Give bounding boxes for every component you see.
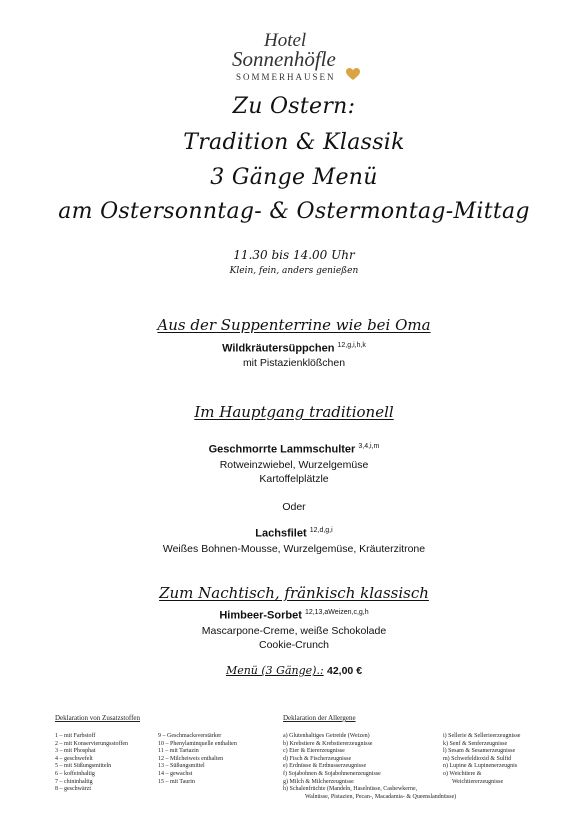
title-line-4: am Ostersonntag- & Ostermontag-Mittag — [58, 199, 530, 224]
allergen-item: c) Eier & Eiererzeugnisse — [283, 748, 345, 755]
allergens-col2 — [443, 733, 520, 786]
additive-item: 1 – mit Farbstoff — [55, 733, 96, 739]
additives-col2 — [158, 733, 237, 786]
course1-dish — [0, 342, 588, 355]
title-line-1: Zu Ostern: — [232, 94, 356, 119]
additives-col1 — [55, 733, 128, 794]
additive-item: 15 – mit Taurin — [158, 778, 195, 785]
allergen-item: b) Krebstiere & Krebstiererzeugnisse — [283, 740, 373, 747]
course3-heading: Zum Nachtisch, fränkisch klassisch — [159, 584, 429, 602]
course2-dish1-allergens: 3,4,i,m — [358, 443, 380, 450]
logo-hotel-text: Hotel — [264, 30, 307, 51]
course3-desc1: Mascarpone-Creme, weiße Schokolade — [201, 625, 387, 637]
course2-dish1-desc2: Kartoffelplätzle — [259, 473, 329, 485]
course2-dish1-name: Geschmorrte Lammschulter — [208, 443, 356, 456]
course2-dish2 — [0, 527, 588, 540]
allergen-item: i) Sellerie & Sellerieerzeugnisse — [443, 733, 521, 739]
price-label: Menü (3 Gänge).: — [225, 664, 324, 677]
course3-desc2: Cookie-Crunch — [258, 639, 330, 651]
allergen-item: o) Weichtiere & — [443, 770, 482, 777]
course2-heading: Im Hauptgang traditionell — [194, 403, 394, 421]
course1-heading: Aus der Suppenterrine wie bei Oma — [157, 316, 431, 334]
course2-dish2-desc: Weißes Bohnen-Mousse, Wurzelgemüse, Kräuterzitrone — [162, 543, 426, 555]
additive-item: 5 – mit Süßungsmitteln — [55, 763, 112, 770]
allergen-item: a) Glutenhaltiges Getreide (Weizen) — [283, 733, 370, 739]
allergen-item: n) Lupine & Lupinenerzeugnis — [443, 763, 518, 770]
additive-item: 7 – chininhaltig — [55, 778, 93, 785]
additive-item: 12 – Milcheiweis enthalten — [158, 755, 224, 762]
additive-item: 10 – Phenylaminquelle enthalten — [158, 740, 237, 747]
price-value: 42,00 € — [327, 665, 363, 677]
additive-item: 9 – Geschmacksverstärker — [158, 733, 222, 739]
course2-dish2-name: Lachsfilet — [255, 527, 307, 540]
course3-allergens: 12,13,aWeizen,c,g,h — [304, 609, 369, 616]
additive-item: 6 – koffeinhaltig — [55, 770, 95, 777]
logo-name-text: Sonnenhöfle — [232, 47, 336, 71]
course1-dish-name: Wildkräutersüppchen — [222, 342, 335, 355]
additive-item: 4 – geschwefelt — [55, 755, 93, 762]
allergen-item: d) Fisch & Fischerzeugnisse — [283, 755, 352, 762]
allergens-col1 — [283, 733, 456, 801]
additive-item: 2 – mit Konservierungsstoffen — [55, 740, 129, 747]
allergen-item: m) Schwefeldioxid & Sulfid — [443, 755, 512, 762]
allergen-item: k) Senf & Senferzeugnisse — [443, 740, 508, 747]
tagline: Klein, fein, anders genießen — [229, 266, 359, 276]
course3-dish — [0, 609, 588, 622]
allergen-item: f) Sojabohnen & Sojabohnenerzeugnisse — [283, 770, 381, 777]
menu-price — [0, 664, 588, 677]
logo-location-text: SOMMERHAUSEN — [236, 72, 336, 82]
allergen-item: h) Schalenfrüchte (Mandeln, Haselnüsse, Cashewkerne, — [283, 786, 418, 793]
course2-dish1-desc1: Rotweinzwiebel, Wurzelgemüse — [219, 459, 369, 471]
course1-desc: mit Pistazienklößchen — [242, 357, 346, 369]
additives-heading: Deklaration von Zusatzstoffen — [55, 714, 141, 722]
allergen-item: g) Milch & Milcherzeugnisse — [283, 778, 354, 785]
course2-dish2-allergens: 12,d,g,i — [309, 527, 333, 534]
allergens-heading: Deklaration der Allergene — [283, 714, 356, 722]
allergen-item: l) Sesam & Sesamerzeugnisse — [443, 748, 516, 755]
allergen-item: e) Erdnüsse & Erdnusserzeugnisse — [283, 763, 367, 770]
allergen-item: Walnüsse, Pistazien, Pecan-, Macadamia- & Queenslandnüsse) — [305, 793, 457, 800]
additive-item: 8 – geschwärzt — [55, 786, 91, 793]
course2-dish1 — [0, 443, 588, 456]
additive-item: 14 – gewachst — [158, 770, 193, 777]
heart-icon — [346, 68, 360, 81]
course1-allergens: 12,g,i,h,k — [337, 342, 366, 349]
hotel-logo — [232, 30, 362, 86]
service-time: 11.30 bis 14.00 Uhr — [233, 248, 355, 262]
course2-or: Oder — [282, 501, 306, 513]
additive-item: 3 – mit Phosphat — [55, 748, 96, 755]
additive-item: 11 – mit Tartazin — [158, 748, 199, 755]
title-line-2: Tradition & Klassik — [183, 130, 405, 155]
allergen-item: Weichtiererzeugnisse — [452, 778, 504, 785]
title-line-3: 3 Gänge Menü — [210, 165, 378, 190]
additive-item: 13 – Süßungsmittel — [158, 763, 205, 770]
course3-dish-name: Himbeer-Sorbet — [219, 609, 302, 622]
